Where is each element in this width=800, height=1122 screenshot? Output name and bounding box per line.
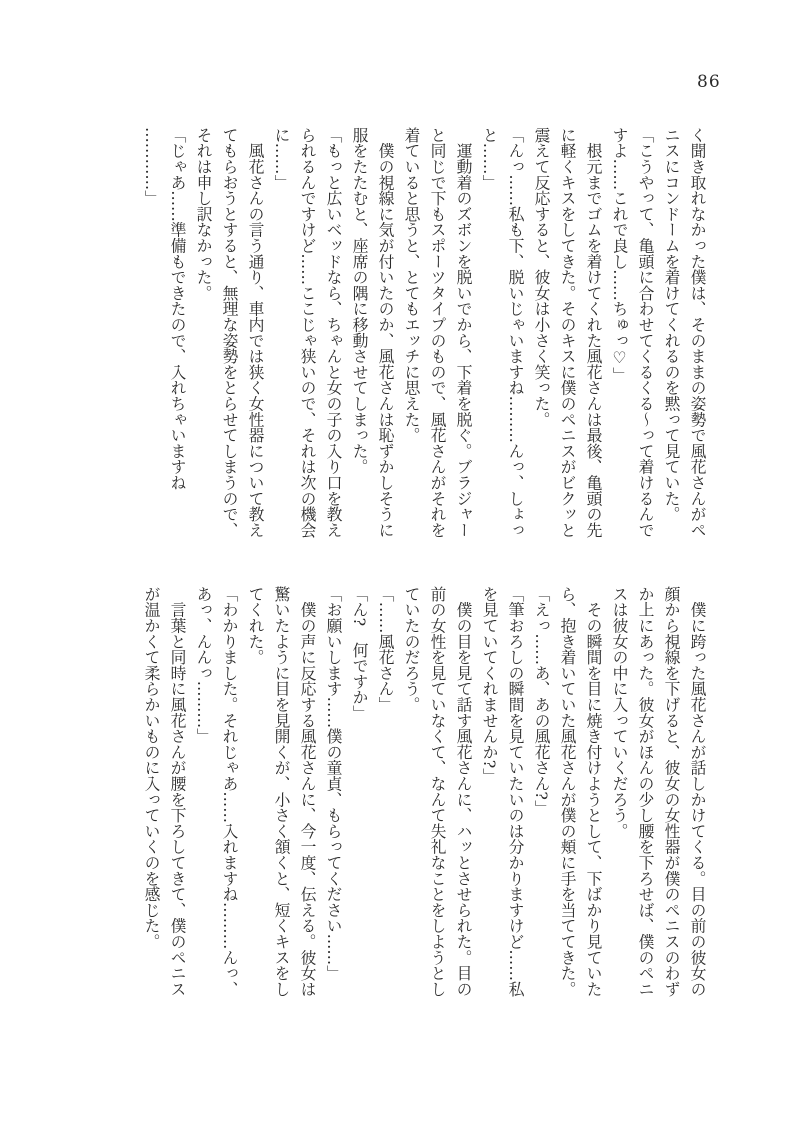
text-column: 「じゃあ……準備もできたので、入れちゃいますね [168, 127, 187, 491]
text-column: 着ていると思うと、とてもエッチに思えた。 [402, 127, 421, 443]
text-column: か上にあった。彼女がほんの少し腰を下ろせば、僕のペニ [636, 586, 655, 997]
text-column: 「わかりました。それじゃあ……入れますね………んっ、 [220, 586, 239, 997]
text-column: 驚いたように目を見開くが、小さく頷くと、短くキスをし [272, 586, 291, 997]
text-column: 風花さんの言う通り、車内では狭く女性器について教え [246, 127, 265, 538]
text-column: 服をたたむと、座席の隅に移動させてしまった。 [350, 127, 369, 475]
text-column: すよ……これで良し……ちゅっ♡」 [610, 127, 629, 383]
text-column: ニスにコンドームを着けてくれるのを黙って見ていた。 [662, 127, 681, 522]
text-column: 言葉と同時に風花さんが腰を下ろしてきて、僕のペニス [168, 586, 187, 997]
text-column: が温かくて柔らかいものに入っていくのを感じた。 [142, 586, 161, 950]
text-column: 「こうやって、亀頭に合わせてくるくる〜って着けるんで [636, 127, 655, 538]
text-column: 前の女性を見ていなくて、なんて失礼なことをしようとし [428, 586, 447, 997]
text-column: 「ん? 何ですか」 [350, 586, 369, 721]
text-column: 根元までゴムを着けてくれた風花さんは最後、亀頭の先 [584, 127, 603, 538]
text-column: その瞬間を目に焼き付けようとして、下ばかり見ていた [584, 586, 603, 997]
text-column: に軽くキスをしてきた。そのキスに僕のペニスがビクッと [558, 127, 577, 538]
text-column: 顔から視線を下げると、彼女の女性器が僕のペニスのわず [662, 586, 681, 997]
text-column: られるんですけど……ここじゃ狭いので、それは次の機会 [298, 127, 317, 538]
text-column: 震えて反応すると、彼女は小さく笑った。 [532, 127, 551, 428]
text-column: 「筆おろしの瞬間を見ていたいのは分かりますけど……私 [506, 586, 525, 997]
text-column: 「お願いします……僕の童貞、もらってください……」 [324, 586, 343, 981]
text-column: に……」 [272, 127, 291, 191]
text-column: 「んっ……私も下、脱いじゃいますね………んっ、しょっ [506, 127, 525, 538]
page-number: 86 [697, 72, 721, 92]
text-column: を見ていてくれませんか?」 [480, 586, 499, 785]
text-column: てくれた。 [246, 586, 265, 665]
text-column: それは申し訳なかった。 [194, 127, 213, 301]
text-column: ら、抱き着いていた風花さんが僕の頬に手を当ててきた。 [558, 586, 577, 997]
text-column: と同じで下もスポーツタイプのもので、風花さんがそれを [428, 127, 447, 538]
text-block-upper [138, 127, 710, 545]
text-column: スは彼女の中に入っていくだろう。 [610, 586, 629, 839]
text-column: 僕の目を見て話す風花さんに、ハッとさせられた。目の [454, 586, 473, 997]
text-column: と……」 [480, 127, 499, 191]
text-column: 僕の声に反応する風花さんに、今一度、伝える。彼女は [298, 586, 317, 997]
text-column: 「……風花さん」 [376, 586, 395, 713]
text-column: 「もっと広いベッドなら、ちゃんと女の子の入り口を教え [324, 127, 343, 538]
text-column: 運動着のズボンを脱いでから、下着を脱ぐ。ブラジャー [454, 127, 473, 538]
text-column: 「えっ……あ、あの風花さん?」 [532, 586, 551, 816]
text-column: く聞き取れなかった僕は、そのままの姿勢で風花さんがペ [688, 127, 707, 538]
text-column: …………」 [142, 127, 161, 206]
text-column: ていたのだろう。 [402, 586, 421, 713]
text-column: 僕に跨った風花さんが話しかけてくる。目の前の彼女の [688, 586, 707, 997]
text-column: あっ、んんっ………」 [194, 586, 213, 744]
text-column: 僕の視線に気が付いたのか、風花さんは恥ずかしそうに [376, 127, 395, 538]
text-block-lower [138, 586, 710, 1004]
text-column: てもらおうとすると、無理な姿勢をとらせてしまうので、 [220, 127, 239, 538]
